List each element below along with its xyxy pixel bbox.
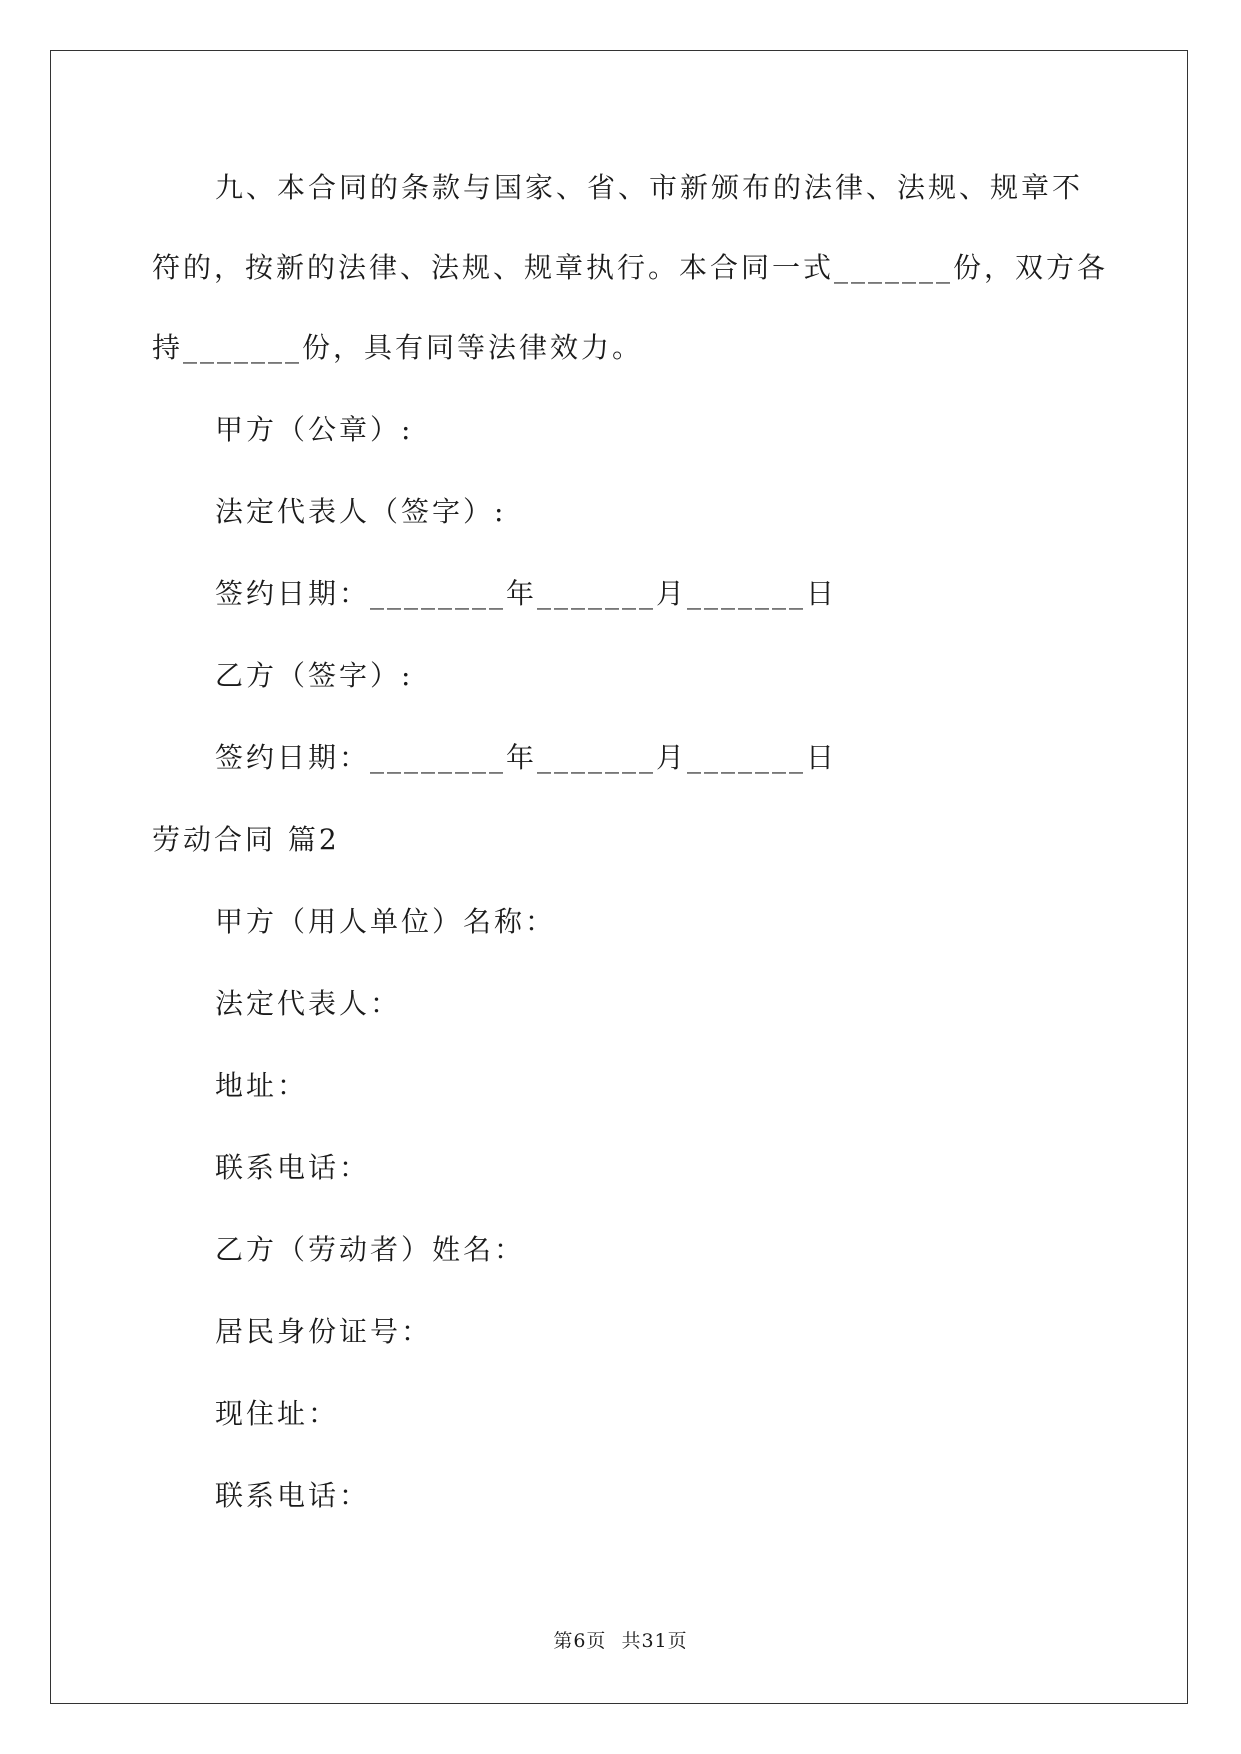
paragraph-nine-line-1: 九、本合同的条款与国家、省、市新颁布的法律、法规、规章不 [215, 171, 1084, 204]
field-employer-name: 甲方（用人单位）名称： [215, 905, 557, 938]
party-b-signature-label: 乙方（签字）: [215, 659, 414, 692]
field-employee-phone: 联系电话： [215, 1479, 371, 1512]
page-current: 第6页 [553, 1630, 607, 1652]
page-total: 共31页 [621, 1630, 688, 1652]
legal-rep-signature-label: 法定代表人（签字）: [215, 495, 507, 528]
field-employer-phone: 联系电话： [215, 1151, 371, 1184]
section-title: 劳动合同 篇2 [152, 823, 340, 856]
page-border [50, 50, 1188, 1704]
paragraph-nine-line-2: 符的，按新的法律、法规、规章执行。本合同一式_______份，双方各 [152, 251, 1109, 284]
paragraph-nine-line-3: 持_______份，具有同等法律效力。 [152, 331, 644, 364]
field-legal-rep: 法定代表人： [215, 987, 402, 1020]
sign-date-b: 签约日期：________年_______月_______日 [215, 741, 838, 774]
sign-date-a: 签约日期：________年_______月_______日 [215, 577, 838, 610]
field-address: 地址： [215, 1069, 309, 1102]
field-id-number: 居民身份证号： [215, 1315, 433, 1348]
page-footer [0, 1626, 1241, 1653]
field-current-address: 现住址： [215, 1397, 340, 1430]
field-employee-name: 乙方（劳动者）姓名： [215, 1233, 526, 1266]
party-a-seal-label: 甲方（公章）: [215, 413, 414, 446]
